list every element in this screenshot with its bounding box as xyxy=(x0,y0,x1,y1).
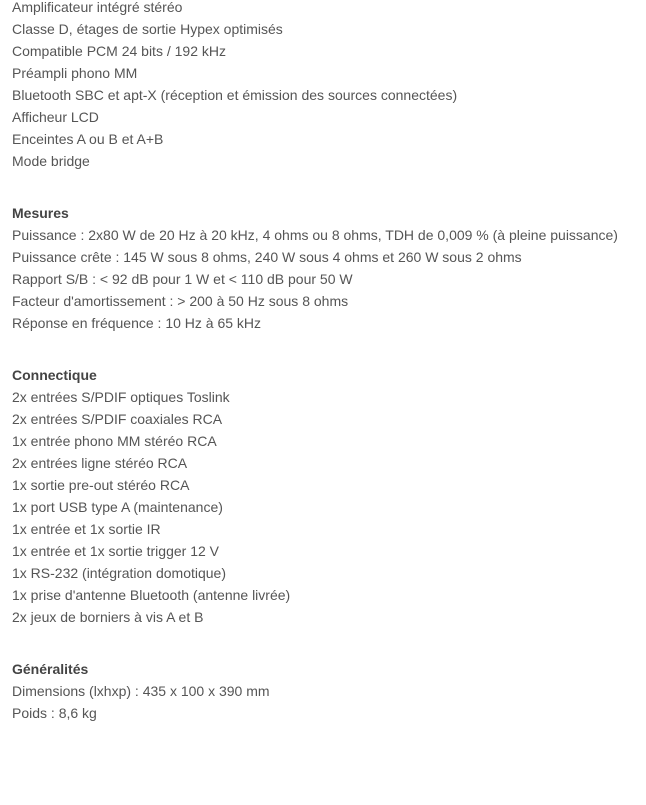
feature-line: Mode bridge xyxy=(12,153,90,169)
connectivity-line: 1x entrée et 1x sortie trigger 12 V xyxy=(12,543,219,559)
measures-heading: Mesures xyxy=(12,205,69,221)
section-spacer xyxy=(12,172,642,202)
measure-line: Rapport S/B : < 92 dB pour 1 W et < 110 dB pour 50 W xyxy=(12,271,353,287)
measure-line: Réponse en fréquence : 10 Hz à 65 kHz xyxy=(12,315,262,331)
connectivity-line: 1x entrée et 1x sortie IR xyxy=(12,521,161,537)
general-section xyxy=(12,658,642,724)
measure-line: Facteur d'amortissement : > 200 à 50 Hz sous 8 ohms xyxy=(12,293,349,309)
feature-line: Enceintes A ou B et A+B xyxy=(12,131,164,147)
connectivity-line: 2x entrées S/PDIF optiques Toslink xyxy=(12,389,230,405)
connectivity-line: 1x sortie pre-out stéréo RCA xyxy=(12,477,190,493)
section-spacer xyxy=(12,628,642,658)
connectivity-line: 1x RS-232 (intégration domotique) xyxy=(12,565,227,581)
connectivity-section xyxy=(12,364,642,628)
section-spacer xyxy=(12,334,642,364)
connectivity-line: 1x entrée phono MM stéréo RCA xyxy=(12,433,217,449)
feature-line: Préampli phono MM xyxy=(12,65,138,81)
general-heading: Généralités xyxy=(12,661,89,677)
feature-line: Bluetooth SBC et apt-X (réception et émission des sources connectées) xyxy=(12,87,458,103)
general-line: Dimensions (lxhxp) : 435 x 100 x 390 mm xyxy=(12,683,270,699)
connectivity-line: 2x entrées ligne stéréo RCA xyxy=(12,455,188,471)
feature-line: Classe D, étages de sortie Hypex optimisés xyxy=(12,21,283,37)
feature-line: Compatible PCM 24 bits / 192 kHz xyxy=(12,43,226,59)
features-list xyxy=(12,0,642,172)
spec-sheet xyxy=(12,0,642,724)
measure-line: Puissance crête : 145 W sous 8 ohms, 240 W sous 4 ohms et 260 W sous 2 ohms xyxy=(12,249,522,265)
feature-line: Amplificateur intégré stéréo xyxy=(12,0,183,15)
feature-line: Afficheur LCD xyxy=(12,109,99,125)
connectivity-line: 1x port USB type A (maintenance) xyxy=(12,499,223,515)
measures-section xyxy=(12,202,642,334)
connectivity-line: 2x entrées S/PDIF coaxiales RCA xyxy=(12,411,223,427)
connectivity-line: 1x prise d'antenne Bluetooth (antenne livrée) xyxy=(12,587,291,603)
connectivity-line: 2x jeux de borniers à vis A et B xyxy=(12,609,204,625)
connectivity-heading: Connectique xyxy=(12,367,97,383)
measure-line: Puissance : 2x80 W de 20 Hz à 20 kHz, 4 ohms ou 8 ohms, TDH de 0,009 % (à pleine puissance) xyxy=(12,227,618,243)
general-line: Poids : 8,6 kg xyxy=(12,705,97,721)
